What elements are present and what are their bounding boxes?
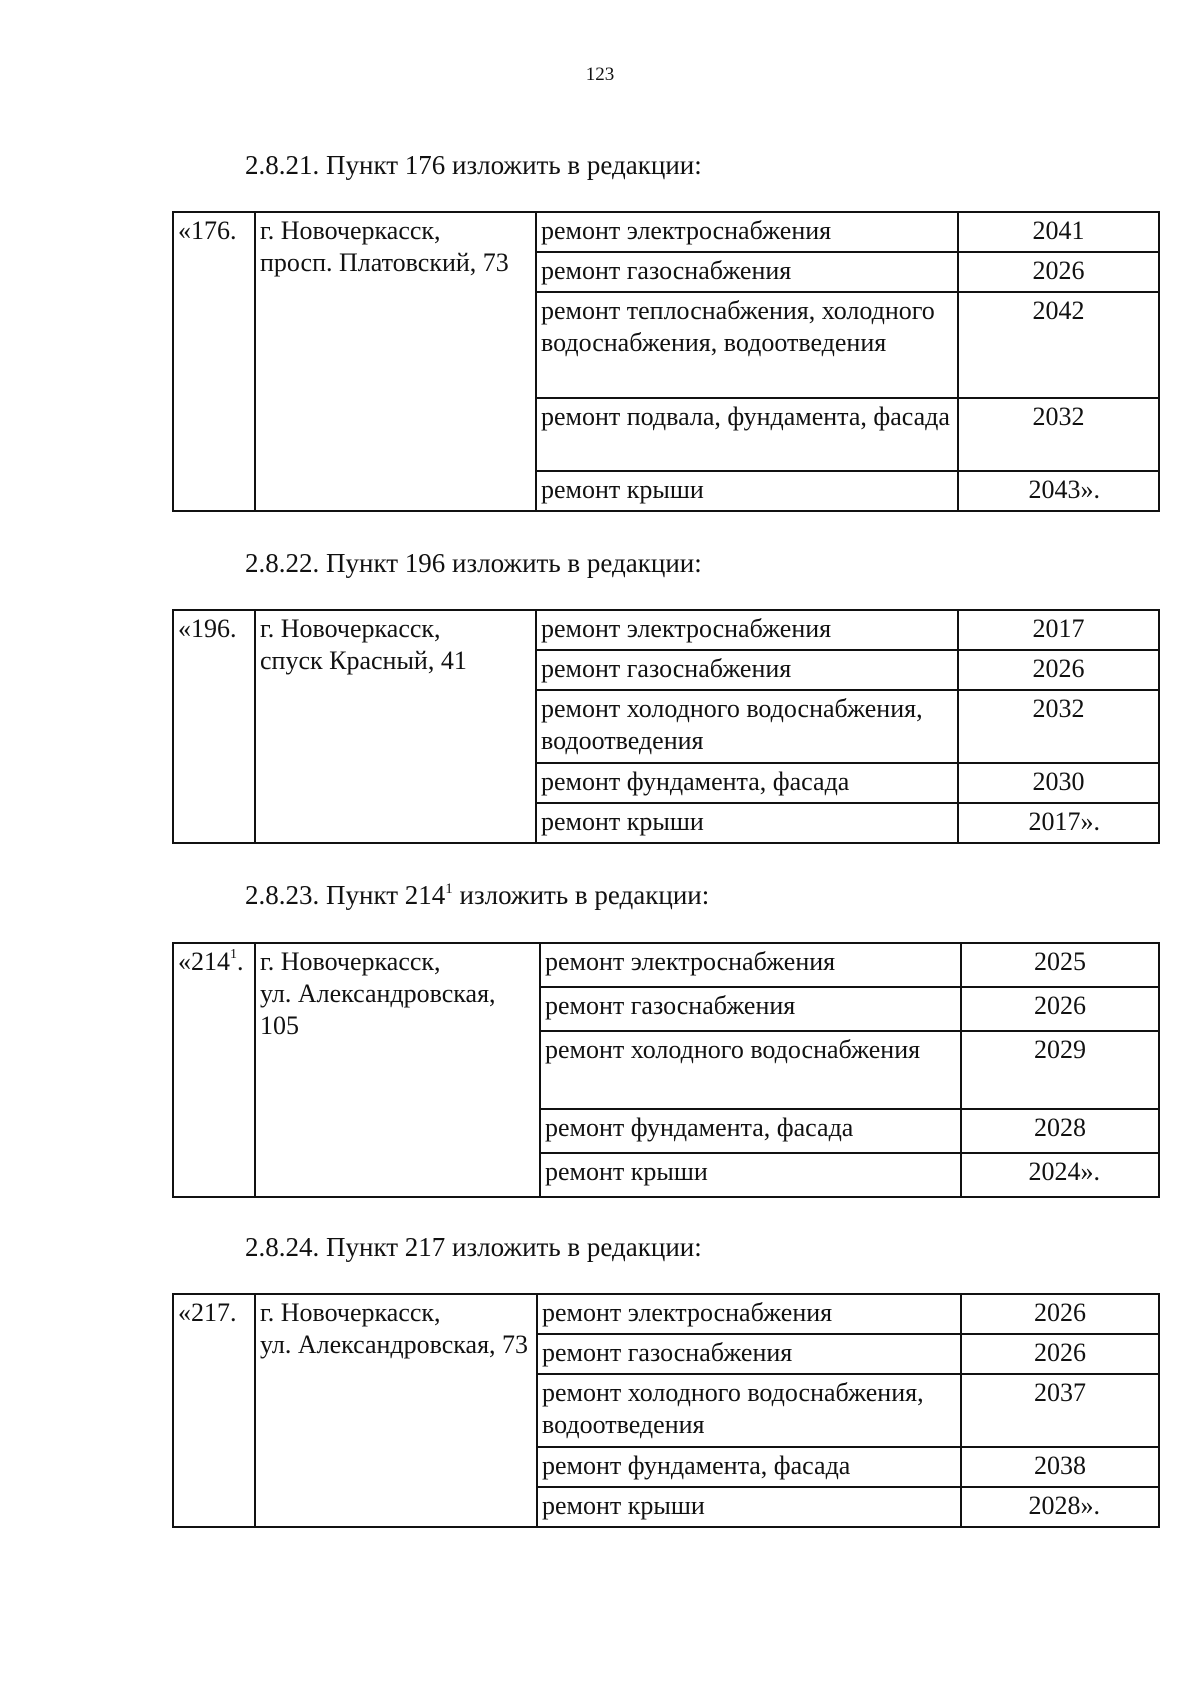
year-value: 2025 — [961, 943, 1159, 987]
year-value: 2017 — [958, 610, 1159, 650]
year-value: 2026 — [961, 987, 1159, 1031]
year-value: 2028». — [961, 1487, 1159, 1527]
section-heading: 2.8.23. Пункт $214^1$ изложить в редакции: — [245, 880, 710, 910]
address-cell: г. Новочеркасск, ул. Александровская, 105 — [255, 943, 540, 1197]
year-value: 2038 — [961, 1447, 1159, 1487]
year-value: 2017». — [958, 803, 1159, 843]
section-heading: 2.8.24. Пункт 217 изложить в редакции: — [245, 1232, 702, 1262]
page-number: 123 — [585, 64, 615, 85]
year-value: 2026 — [961, 1294, 1159, 1334]
year-value: 2024». — [961, 1153, 1159, 1197]
work-type: ремонт холодного водоснабжения — [540, 1031, 961, 1109]
item-number: «196. — [173, 610, 255, 843]
year-value: 2030 — [958, 763, 1159, 803]
address-cell: г. Новочеркасск, ул. Александровская, 73 — [255, 1294, 537, 1527]
year-value: 2028 — [961, 1109, 1159, 1153]
year-value: 2032 — [958, 398, 1159, 471]
item-number: «217. — [173, 1294, 255, 1527]
section-heading: 2.8.22. Пункт 196 изложить в редакции: — [245, 548, 702, 578]
work-type: ремонт электроснабжения — [537, 1294, 961, 1334]
record-table — [172, 942, 1160, 1198]
work-type: ремонт газоснабжения — [536, 650, 958, 690]
record-table — [172, 211, 1160, 512]
year-value: 2037 — [961, 1374, 1159, 1447]
work-type: ремонт электроснабжения — [540, 943, 961, 987]
item-number: «$214^1$. — [173, 943, 255, 1197]
year-value: 2032 — [958, 690, 1159, 763]
work-type: ремонт электроснабжения — [536, 212, 958, 252]
work-type: ремонт электроснабжения — [536, 610, 958, 650]
year-value: 2043». — [958, 471, 1159, 511]
work-type: ремонт фундамента, фасада — [540, 1109, 961, 1153]
work-type: ремонт крыши — [536, 471, 958, 511]
year-value: 2026 — [961, 1334, 1159, 1374]
year-value: 2029 — [961, 1031, 1159, 1109]
work-type: ремонт подвала, фундамента, фасада — [536, 398, 958, 471]
year-value: 2041 — [958, 212, 1159, 252]
work-type: ремонт холодного водоснабжения, водоотведения — [537, 1374, 961, 1447]
record-table — [172, 609, 1160, 844]
work-type: ремонт крыши — [540, 1153, 961, 1197]
work-type: ремонт газоснабжения — [536, 252, 958, 292]
work-type: ремонт холодного водоснабжения, водоотведения — [536, 690, 958, 763]
record-table — [172, 1293, 1160, 1528]
work-type: ремонт фундамента, фасада — [537, 1447, 961, 1487]
work-type: ремонт крыши — [536, 803, 958, 843]
work-type: ремонт фундамента, фасада — [536, 763, 958, 803]
work-type: ремонт газоснабжения — [540, 987, 961, 1031]
work-type: ремонт крыши — [537, 1487, 961, 1527]
work-type: ремонт теплоснабжения, холодного водоснабжения, водоотведения — [536, 292, 958, 398]
year-value: 2026 — [958, 252, 1159, 292]
address-cell: г. Новочеркасск, спуск Красный, 41 — [255, 610, 536, 843]
item-number: «176. — [173, 212, 255, 511]
year-value: 2042 — [958, 292, 1159, 398]
address-cell: г. Новочеркасск, просп. Платовский, 73 — [255, 212, 536, 511]
section-heading: 2.8.21. Пункт 176 изложить в редакции: — [245, 150, 702, 180]
work-type: ремонт газоснабжения — [537, 1334, 961, 1374]
year-value: 2026 — [958, 650, 1159, 690]
